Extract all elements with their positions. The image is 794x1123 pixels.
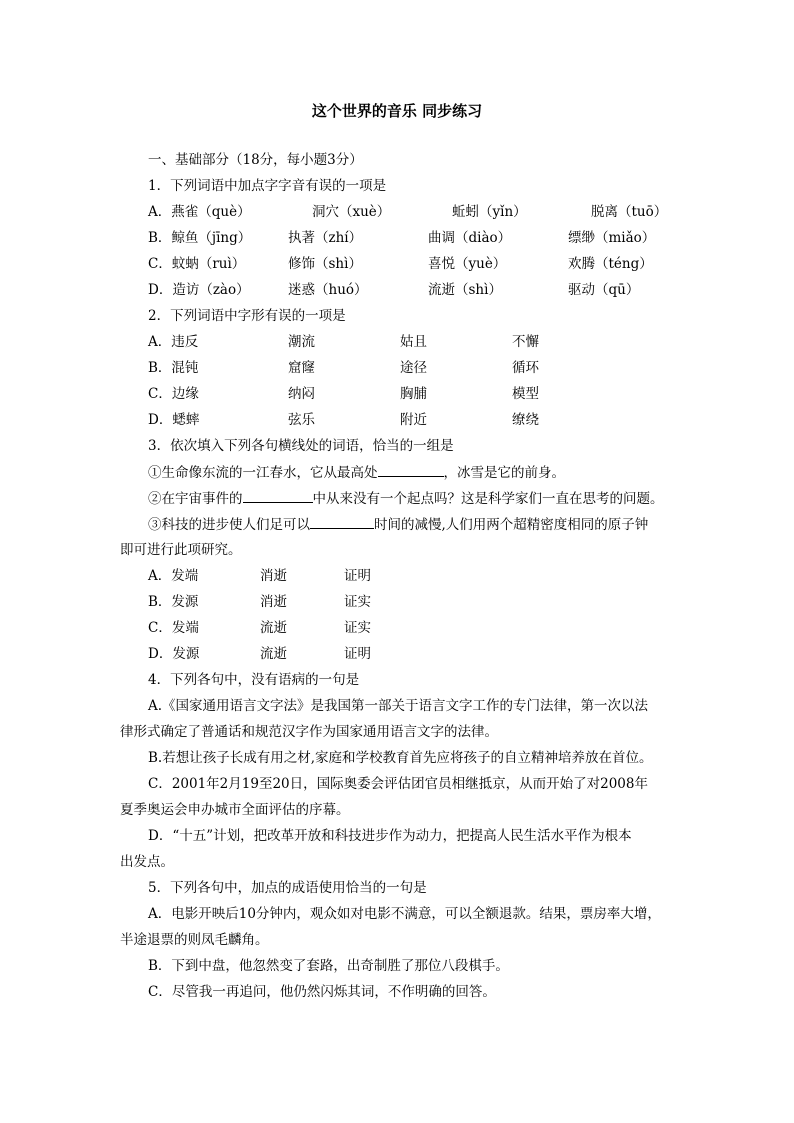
q3-option-b-word3: 证实 xyxy=(344,594,371,610)
q3-option-d-word1: D．发源 xyxy=(148,646,200,662)
question-4-stem: 4．下列各句中，没有语病的一句是 xyxy=(148,672,360,688)
q1-option-b-word4: 缥缈（miǎo） xyxy=(568,230,656,246)
q1-option-b-word3: 曲调（diào） xyxy=(428,230,512,246)
q5-option-b: B．下到中盘，他忽然变了套路，出奇制胜了那位八段棋手。 xyxy=(148,958,509,974)
q1-option-d-word3: 流逝（shì） xyxy=(428,282,502,298)
q1-option-d-word2: 迷惑（huó） xyxy=(288,282,368,298)
page-title: 这个世界的音乐 同步练习 xyxy=(311,102,483,120)
q2-option-c-word3: 胸脯 xyxy=(400,386,427,402)
q1-option-d-word1: D．造访（zào） xyxy=(148,282,250,298)
q4-option-a: A.《国家通用语言文字法》是我国第一部关于语言文字工作的专门法律，第一次以法 xyxy=(148,698,649,714)
q4-option-d-cont: 出发点。 xyxy=(120,854,174,870)
q1-option-a-word4: 脱离（tuō） xyxy=(591,204,668,220)
q1-option-b-word1: B．鲸鱼（jīng） xyxy=(148,230,252,246)
q1-option-b-word2: 执著（zhí） xyxy=(288,230,363,246)
q3-s2-after: 中从来没有一个起点吗？这是科学家们一直在思考的问题。 xyxy=(312,491,664,507)
q3-blank-3 xyxy=(310,514,374,529)
q4-option-b: B.若想让孩子长成有用之材,家庭和学校教育首先应将孩子的自立精神培养放在首位。 xyxy=(148,750,653,766)
q3-option-d-word2: 流逝 xyxy=(260,646,287,662)
q2-option-a-word2: 潮流 xyxy=(288,334,315,350)
q3-option-b-word1: B．发源 xyxy=(148,594,199,610)
question-1-stem: 1．下列词语中加点字字音有误的一项是 xyxy=(148,178,387,194)
q3-blank-1 xyxy=(378,462,444,477)
q1-option-d-word4: 驱动（qū） xyxy=(568,282,640,298)
q2-option-c-word4: 模型 xyxy=(512,386,539,402)
q2-option-c-word1: C．边缘 xyxy=(148,386,199,402)
q3-s1-after: ，冰雪是它的前身。 xyxy=(443,465,565,481)
question-2-stem: 2．下列词语中字形有误的一项是 xyxy=(148,308,346,324)
q3-sentence-3-cont: 即可进行此项研究。 xyxy=(120,542,242,558)
q3-option-a-word3: 证明 xyxy=(344,568,371,584)
q3-s3-before: ③科技的进步使人们足可以 xyxy=(148,517,310,533)
q3-s3-after: 时间的减慢,人们用两个超精密度相同的原子钟 xyxy=(374,517,649,533)
q3-option-c-word1: C．发端 xyxy=(148,620,199,636)
q1-option-c-word1: C．蚊蚋（ruì） xyxy=(148,256,246,272)
q2-option-b-word3: 途径 xyxy=(400,360,427,376)
q2-option-b-word4: 循环 xyxy=(512,360,539,376)
q3-sentence-3 xyxy=(148,514,648,535)
q2-option-a-word4: 不懈 xyxy=(512,334,539,350)
q2-option-a-word3: 姑且 xyxy=(400,334,427,350)
q1-option-c-word2: 修饰（shì） xyxy=(288,256,362,272)
q4-option-c-cont: 夏季奥运会申办城市全面评估的序幕。 xyxy=(120,802,350,818)
q4-option-a-cont: 律形式确定了普通话和规范汉字作为国家通用语言文字的法律。 xyxy=(120,724,498,740)
q2-option-a-word1: A．违反 xyxy=(148,334,199,350)
q1-option-a-word2: 洞穴（xuè） xyxy=(312,204,391,220)
q3-option-c-word2: 流逝 xyxy=(260,620,287,636)
question-3-stem: 3．依次填入下列各句横线处的词语，恰当的一组是 xyxy=(148,438,454,454)
q3-blank-2 xyxy=(243,488,313,503)
q3-option-d-word3: 证明 xyxy=(344,646,371,662)
q1-option-a-word3: 蚯蚓（yǐn） xyxy=(452,204,527,220)
q4-option-d: D．“十五”计划，把改革开放和科技进步作为动力，把提高人民生活水平作为根本 xyxy=(148,828,632,844)
q2-option-d-word3: 附近 xyxy=(400,412,427,428)
q1-option-c-word4: 欢腾（téng） xyxy=(568,256,653,272)
q3-sentence-2 xyxy=(148,488,664,509)
question-5-stem: 5．下列各句中，加点的成语使用恰当的一句是 xyxy=(148,880,427,896)
q2-option-d-word4: 缭绕 xyxy=(512,412,539,428)
section-heading: 一、基础部分（18分，每小题3分） xyxy=(148,152,363,168)
q4-option-c: C．2001年2月19至20日，国际奥委会评估团官员相继抵京，从而开始了对2008年 xyxy=(148,776,648,792)
q3-sentence-1 xyxy=(148,462,565,483)
q2-option-d-word2: 弦乐 xyxy=(288,412,315,428)
q3-s2-before: ②在宇宙事件的 xyxy=(148,491,243,507)
q5-option-c: C．尽管我一再追问，他仍然闪烁其词，不作明确的回答。 xyxy=(148,984,496,1000)
q3-option-a-word1: A．发端 xyxy=(148,568,199,584)
q2-option-c-word2: 纳闷 xyxy=(288,386,315,402)
q2-option-d-word1: D．蟋蟀 xyxy=(148,412,200,428)
q5-option-a-cont: 半途退票的则凤毛麟角。 xyxy=(120,932,269,948)
q2-option-b-word1: B．混钝 xyxy=(148,360,199,376)
q3-option-b-word2: 消逝 xyxy=(260,594,287,610)
q3-option-a-word2: 消逝 xyxy=(260,568,287,584)
q1-option-c-word3: 喜悦（yuè） xyxy=(428,256,507,272)
q3-s1-before: ①生命像东流的一江春水，它从最高处 xyxy=(148,465,378,481)
q2-option-b-word2: 窟窿 xyxy=(288,360,315,376)
q1-option-a-word1: A．燕雀（què） xyxy=(148,204,251,220)
q5-option-a: A．电影开映后10分钟内，观众如对电影不满意，可以全额退款。结果，票房率大增， xyxy=(148,906,661,922)
q3-option-c-word3: 证实 xyxy=(344,620,371,636)
